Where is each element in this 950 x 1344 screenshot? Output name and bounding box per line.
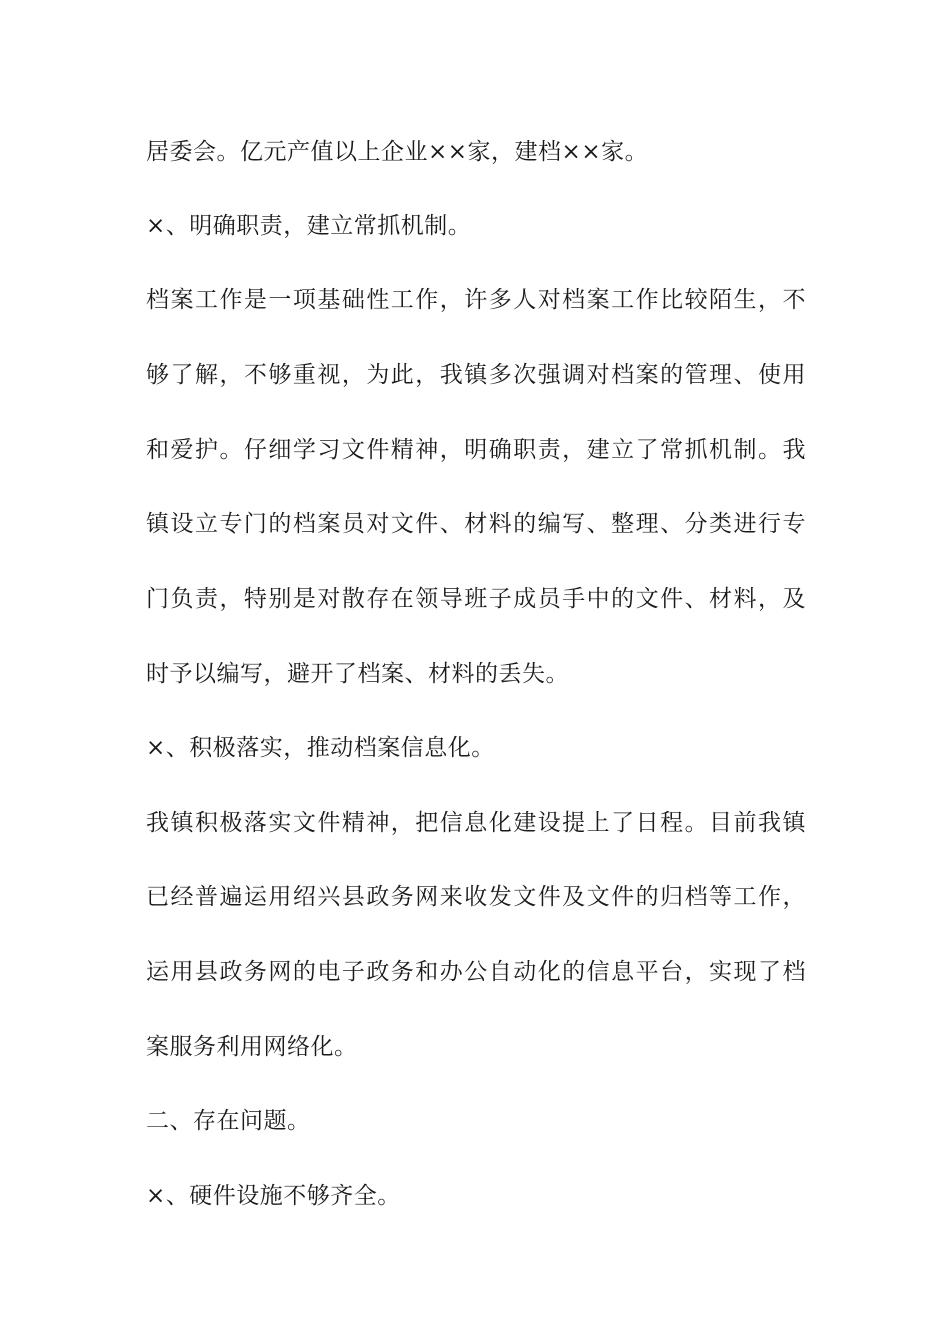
text-line: 我镇积极落实文件精神，把信息化建设提上了日程。目前我镇 — [146, 810, 806, 836]
section-heading: 二、存在问题。 — [146, 1108, 311, 1134]
text-line: 门负责，特别是对散存在领导班子成员手中的文件、材料，及 — [146, 586, 806, 612]
text-line: 案服务利用网络化。 — [146, 1034, 358, 1060]
text-line: 已经普遍运用绍兴县政务网来收发文件及文件的归档等工作， — [146, 884, 806, 910]
text-line: 档案工作是一项基础性工作，许多人对档案工作比较陌生，不 — [146, 287, 806, 313]
section-heading: ×、积极落实，推动档案信息化。 — [146, 735, 495, 761]
section-heading: ×、硬件设施不够齐全。 — [146, 1183, 401, 1209]
text-line: 运用县政务网的电子政务和办公自动化的信息平台，实现了档 — [146, 959, 806, 985]
text-line: 镇设立专门的档案员对文件、材料的编写、整理、分类进行专 — [146, 511, 806, 537]
text-line: 居委会。亿元产值以上企业××家，建档××家。 — [146, 139, 649, 165]
text-line: 和爱护。仔细学习文件精神，明确职责，建立了常抓机制。我 — [146, 437, 806, 463]
section-heading: ×、明确职责，建立常抓机制。 — [146, 213, 472, 239]
text-line: 够了解，不够重视，为此，我镇多次强调对档案的管理、使用 — [146, 362, 806, 388]
text-line: 时予以编写，避开了档案、材料的丢失。 — [146, 661, 569, 687]
